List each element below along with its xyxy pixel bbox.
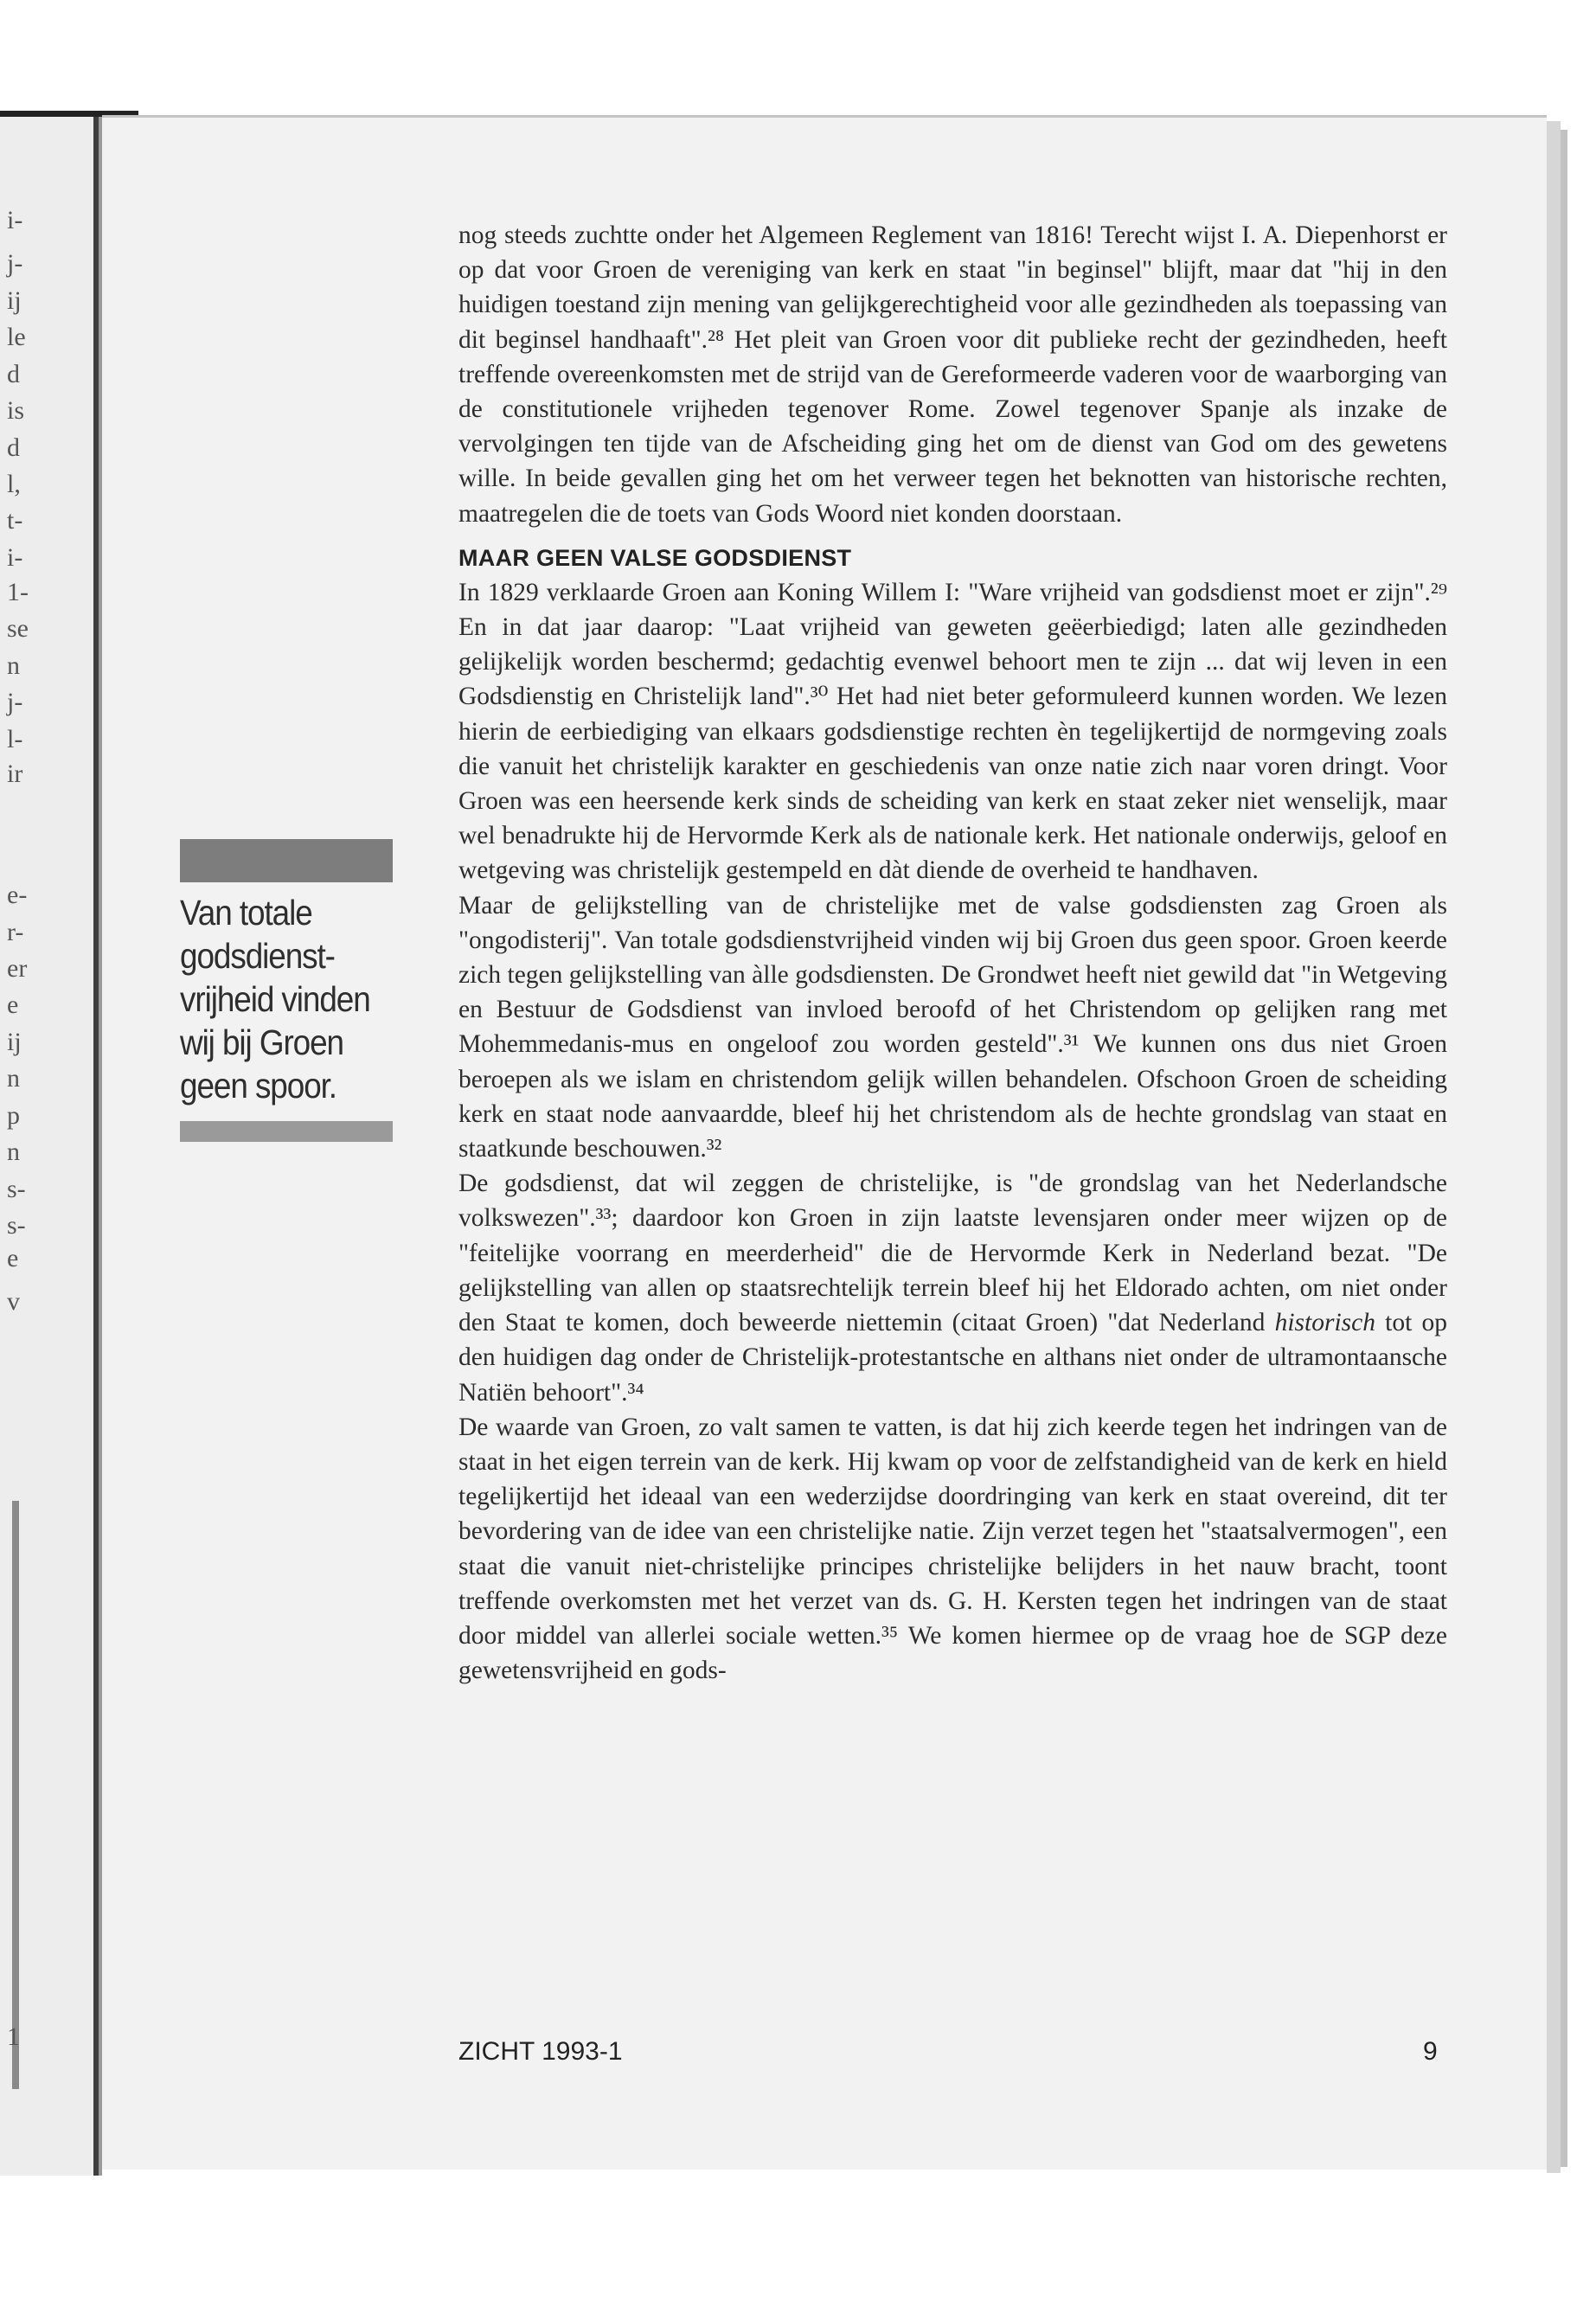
facing-page-bar [12,1501,19,2089]
article-paragraph: nog steeds zuchtte onder het Algemeen Reglement van 1816! Terecht wijst I. A. Diepenhorst er op dat voor Groen de vereniging van kerk en staat "in beginsel" blijft, maar dat "hij in den huidigen toestand zijn mening van gelijkgerechtigheid voor alle gezindheden als toepassing van dit beginsel handhaaft".²⁸ Het pleit van Groen voor dit publieke recht der gezindheden, heeft treffende overeenkomsten met de strijd van de Gereformeerde vaderen voor de waarborging van de constitutionele vrijheden tegenover Rome. Zowel tegenover Spanje als inzake de vervolgingen ten tijde van de Afscheiding ging het om de dienst van God om des gewetens wille. In beide gevallen ging het om het verweer tegen het beknotten van historische rechten, maatregelen die de toets van Gods Woord niet konden doorstaan. [458,221,1447,528]
pull-quote-text: Van totale godsdienst-vrijheid vinden wij bij Groen geen spoor. [180,893,370,1106]
facing-text-fragment: se [7,614,29,643]
facing-text-fragment: t- [7,506,23,535]
facing-text-fragment: r- [7,918,24,946]
facing-text-fragment: e [7,990,19,1019]
facing-text-fragment: j- [7,249,23,278]
facing-text-fragment: le [7,323,26,351]
facing-text-fragment: v [7,1287,20,1316]
paragraph-text: tot op den huidigen dag onder de Christelijk-protestantsche en althans niet onder de ultramontaansche Natiën behoort".³⁴ [458,1309,1447,1407]
facing-text-fragment: 1- [7,578,29,606]
page-number: 9 [1423,2037,1438,2066]
page-right-edge-shadow [1561,130,1567,2167]
facing-text-fragment: l, [7,470,21,498]
facing-text-fragment: s- [7,1211,26,1240]
facing-text-fragment: ij [7,286,22,315]
facing-text-fragment: j- [7,688,23,716]
facing-page-fragment [0,117,93,2176]
facing-text-fragment: n [7,651,20,680]
facing-text-fragment: d [7,433,20,462]
facing-text-fragment: i- [7,206,23,234]
facing-text-fragment: e- [7,881,28,909]
facing-text-fragment: e [7,1244,19,1272]
facing-text-fragment: n [7,1064,20,1093]
facing-text-fragment: d [7,360,20,388]
article-paragraph: In 1829 verklaarde Groen aan Koning Willem I: "Ware vrijheid van godsdienst moet er zijn".²⁹ En in dat jaar daarop: "Laat vrijheid van geweten geëerbiedigd; laten alle gezindheden gelijkelijk worden beschermd; gedachtig evenwel behoort men te zijn ... dat wij leven in een Godsdienstig en Christelijk land".³⁰ Het had niet beter geformuleerd kunnen worden. We lezen hierin de eerbiediging van elkaars godsdienstige rechten èn tegelijkertijd de normgeving zoals die vanuit het christelijk karakter en geschiedenis van onze natie zich naar voren dringt. Voor Groen was een heersende kerk sinds de scheiding van kerk en staat zeker niet wenselijk, maar wel benadrukte hij de Hervormde Kerk als de nationale kerk. Het nationale onderwijs, geloof en wetgeving was christelijk gestempeld en dàt diende de overheid te handhaven. [458,578,1447,885]
article-paragraph [458,1166,1447,1409]
section-heading: MAAR GEEN VALSE GODSDIENST [458,544,852,571]
article-body [458,218,1447,1688]
journal-footer: ZICHT 1993-1 [458,2037,623,2066]
facing-text-fragment: ij [7,1028,22,1056]
facing-text-fragment: s- [7,1175,26,1203]
page-right-edge [1547,121,1561,2173]
paragraph-text: De godsdienst, dat wil zeggen de christelijke, is "de grondslag van het Nederlandsche volkswezen".³³; daardoor kon Groen in zijn laatste levensjaren onder meer wijzen op de "feitelijke voorrang en meerderheid" die de Hervormde Kerk in Nederland bezat. "De gelijkstelling van allen op staatsrechtelijk terrein bleef hij het Eldorado achten, om niet onder den Staat te komen, doch beweerde niettemin (citaat Groen) "dat Nederland [458,1170,1447,1337]
italic-emphasis: historisch [1274,1309,1375,1337]
pull-quote [180,839,393,1142]
facing-text-fragment: is [7,396,25,425]
facing-text-fragment: i- [7,543,23,572]
facing-text-fragment: 1 [7,2022,20,2051]
pull-quote-top-bar [180,839,393,882]
facing-text-fragment: ir [7,760,23,788]
facing-text-fragment: n [7,1138,20,1166]
facing-text-fragment: p [7,1101,20,1130]
facing-text-fragment: er [7,954,28,983]
article-paragraph: Maar de gelijkstelling van de christelijke met de valse godsdiensten zag Groen als "ongodisterij". Van totale godsdienstvrijheid vinden wij bij Groen dus geen spoor. Groen keerde zich tegen gelijkstelling van àlle godsdiensten. De Grondwet heeft niet gewild dat "in Wetgeving en Bestuur de Godsdienst van invloed beroofd of het Christendom op gelijken rang met Mohemmedanis-mus en ongeloof zou worden gesteld".³¹ We kunnen ons dus niet Groen beroepen als we islam en christendom gelijk willen behandelen. Ofschoon Groen de scheiding kerk en staat node aanvaardde, bleef hij het christendom als de hechte grondslag van staat en staatkunde beschouwen.³² [458,891,1447,1163]
pull-quote-bottom-bar [180,1121,393,1142]
facing-text-fragment: l- [7,725,23,753]
article-paragraph: De waarde van Groen, zo valt samen te vatten, is dat hij zich keerde tegen het indringen van de staat in het eigen terrein van de kerk. Hij kwam op voor de zelfstandigheid van de kerk en hield tegelijkertijd het ideaal van een wederzijdse doordringing van kerk en staat overeind, dit ter bevordering van de idee van een christelijke natie. Zijn verzet tegen het "staatsalvermogen", een staat die vanuit niet-christelijke principes christelijke belijders in het nauw bracht, toont treffende overkomsten met het verzet van ds. G. H. Kersten tegen het indringen van de staat door middel van allerlei sociale wetten.³⁵ We komen hiermee op de vraag hoe de SGP deze gewetensvrijheid en gods- [458,1413,1447,1685]
